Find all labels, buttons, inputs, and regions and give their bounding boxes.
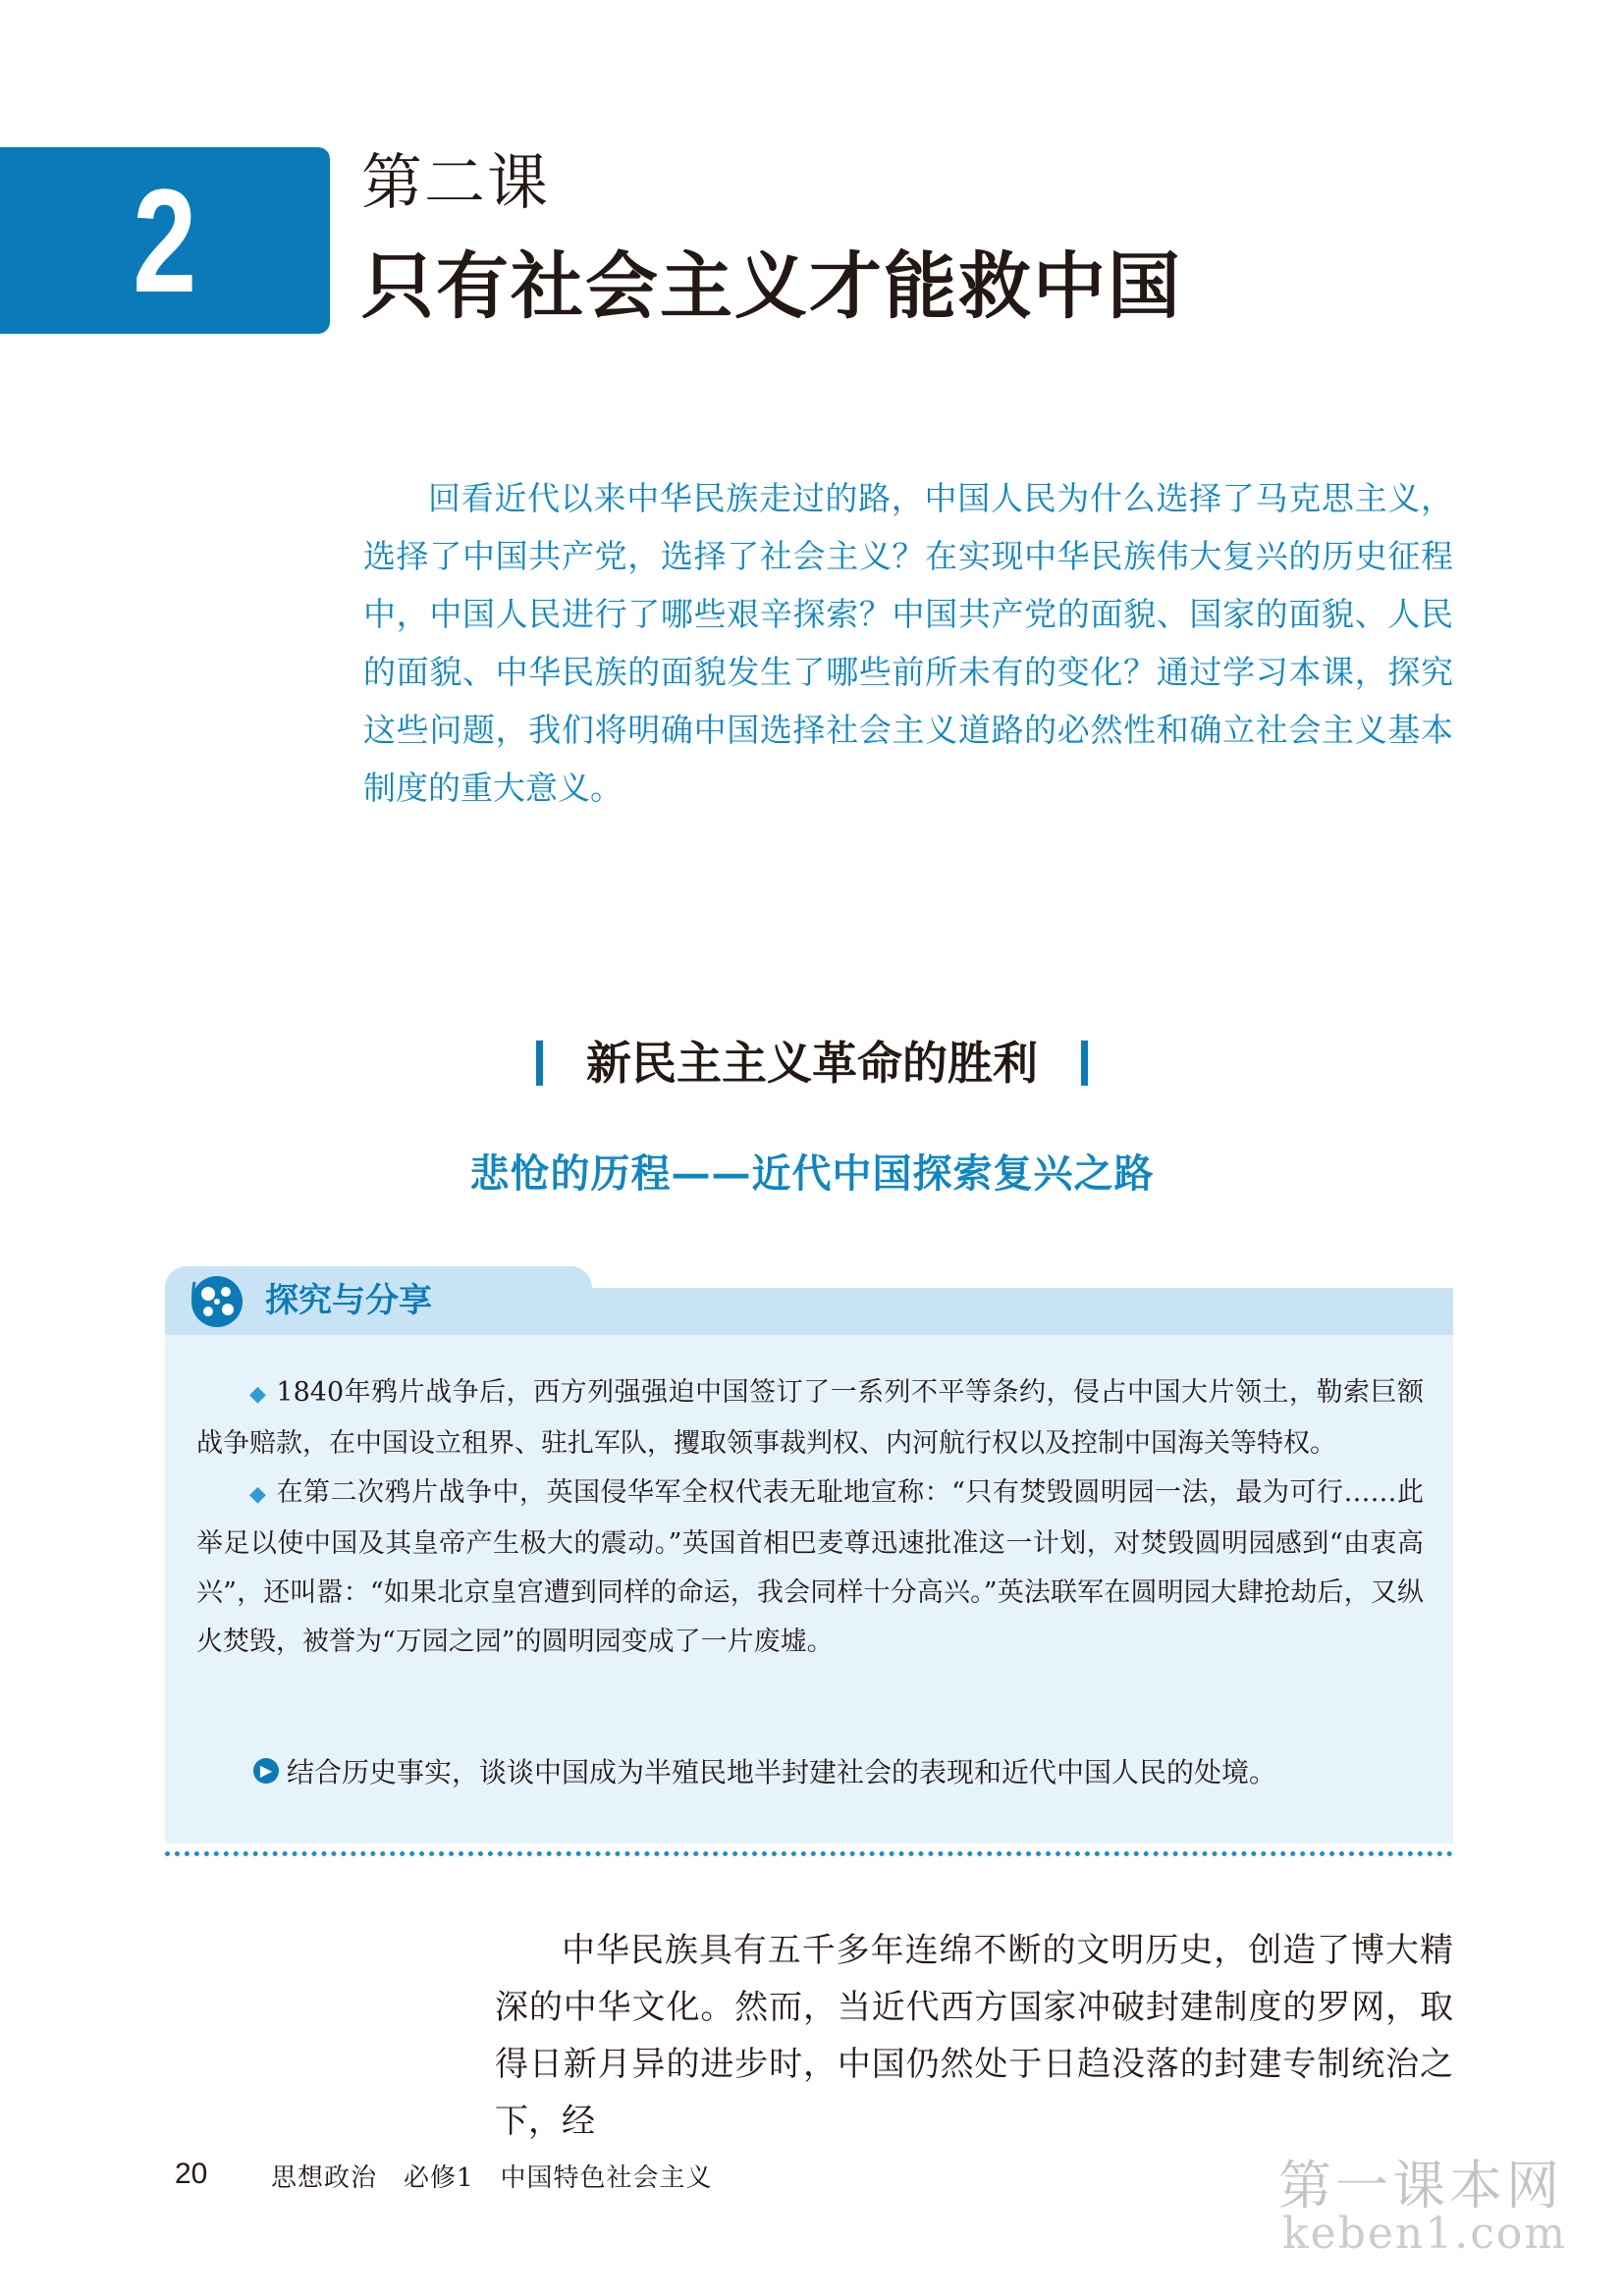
body-text	[495, 1922, 1453, 2150]
watermark-line2: keben1.com	[1282, 2209, 1568, 2259]
lesson-title: 只有社会主义才能救中国	[361, 244, 1182, 329]
explore-title: 探究与分享	[265, 1281, 432, 1320]
diamond-bullet-icon: ◆	[249, 1382, 267, 1407]
intro-paragraph: 回看近代以来中华民族走过的路，中国人民为什么选择了马克思主义，选择了中国共产党，选择了社会主义？在实现中华民族伟大复兴的历史征程中，中国人民进行了哪些艰辛探索？中国共产党的面貌、国家的面貌、人民的面貌、中华民族的面貌发生了哪些前所未有的变化？通过学习本课，探究这些问题，我们将明确中国选择社会主义道路的必然性和确立社会主义基本制度的重大意义。	[363, 479, 1453, 807]
explore-paragraph: ◆ 在第二次鸦片战争中，英国侵华军全权代表无耻地宣称：“只有焚毁圆明园一法，最为可行……此举足以使中国及其皇帝产生极大的震动。”英国首相巴麦尊迅速批准这一计划，对焚毁圆明园感到“由衷高兴”，还叫嚣：“如果北京皇宫遭到同样的命运，我会同样十分高兴。”英法联军在圆明园大肆抢劫后，又纵火焚毁，被誉为“万园之园”的圆明园变成了一片废墟。	[196, 1477, 1424, 1657]
section-heading	[0, 1029, 1624, 1097]
section-title: 新民主主义革命的胜利	[586, 1037, 1038, 1090]
explore-text	[196, 1368, 1424, 1667]
subsection-title: 悲怆的历程——近代中国探索复兴之路	[469, 1150, 1155, 1197]
body-paragraph: 中华民族具有五千多年连绵不断的文明历史，创造了博大精深的中华文化。然而，当近代西方国家冲破封建制度的罗网，取得日新月异的进步时，中国仍然处于日趋没落的封建专制统治之下，经	[495, 1931, 1453, 2141]
explore-paragraph: ◆ 1840年鸦片战争后，西方列强强迫中国签订了一系列不平等条约，侵占中国大片领土，勒索巨额战争赔款，在中国设立租界、驻扎军队，攫取领事裁判权、内河航行权以及控制中国海关等特权。	[196, 1377, 1424, 1459]
page-number: 20	[175, 2158, 208, 2190]
lesson-label: 第二课	[361, 146, 551, 218]
explore-question: ▶ 结合历史事实，谈谈中国成为半殖民地半封建社会的表现和近代中国人民的处境。	[253, 1751, 1276, 1794]
lesson-number-tab	[0, 147, 330, 334]
globe-people-icon	[189, 1272, 245, 1329]
section-bar-right	[1081, 1041, 1088, 1086]
page-footer-book: 思想政治 必修1 中国特色社会主义	[271, 2163, 713, 2193]
dotted-divider	[165, 1851, 1453, 1856]
arrow-right-icon: ▶	[253, 1758, 279, 1784]
lesson-intro	[363, 469, 1453, 817]
diamond-bullet-icon: ◆	[249, 1482, 267, 1507]
section-bar-left	[536, 1041, 543, 1086]
explore-share-box	[165, 1266, 1453, 1855]
explore-body	[165, 1335, 1453, 1843]
watermark-line1: 第一课本网	[1278, 2155, 1563, 2216]
lesson-number: 2	[133, 158, 197, 323]
